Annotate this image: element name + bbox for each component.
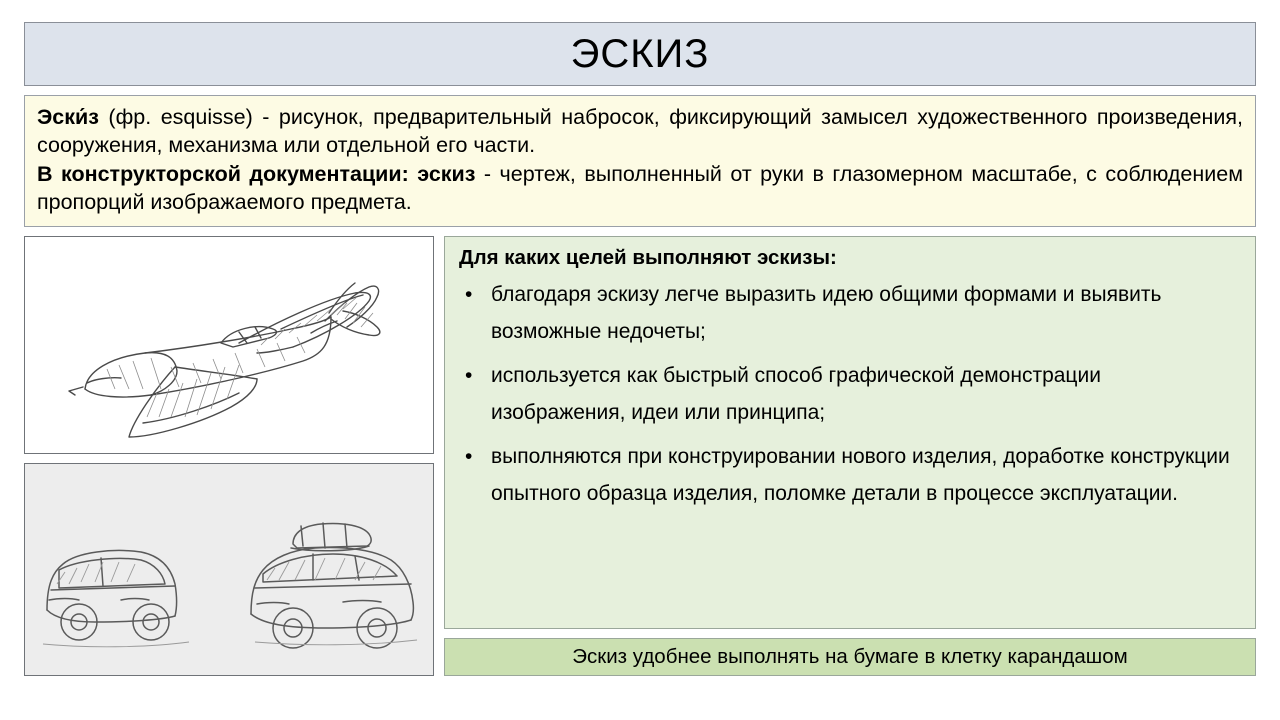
definition-text-1: (фр. esquisse) - рисунок, предварительный набросок, фиксирующий замысел художественного произведения, сооружения, механизма или отдельной его части. — [37, 105, 1243, 157]
bullet-icon: • — [465, 444, 473, 468]
definition-term-2: В конструкторской документации: эскиз — [37, 162, 476, 187]
list-item — [459, 438, 1241, 513]
purpose-list — [459, 276, 1241, 512]
plane-sketch-svg — [25, 237, 433, 453]
list-item — [459, 357, 1241, 432]
definition-text-2: - чертеж, выполненный от руки в глазомерном масштабе, с соблюдением пропорций изображаемого предмета. — [37, 162, 1244, 214]
list-item — [459, 276, 1241, 351]
slide-title-bar — [24, 22, 1256, 86]
plane-sketch-image — [24, 236, 434, 454]
definition-box — [24, 95, 1256, 227]
footer-note-text: Эскиз удобнее выполнять на бумаге в клетку карандашом — [572, 645, 1128, 669]
cars-sketch-svg — [25, 464, 433, 675]
purpose-column — [444, 236, 1256, 676]
images-column — [24, 236, 434, 676]
list-item-text: благодаря эскизу легче выразить идею общими формами и выявить возможные недочеты; — [491, 283, 1162, 344]
content-area — [24, 236, 1256, 676]
page-title: ЭСКИЗ — [570, 31, 710, 76]
footer-note-box — [444, 638, 1256, 676]
list-item-text: выполняются при конструировании нового изделия, доработке конструкции опытного образца изделия, поломке детали в процессе эксплуатации. — [491, 444, 1230, 505]
bullet-icon: • — [465, 363, 473, 387]
definition-paragraph-2 — [37, 161, 1243, 216]
purpose-box — [444, 236, 1256, 629]
purpose-heading: Для каких целей выполняют эскизы: — [459, 246, 837, 270]
cars-sketch-image — [24, 463, 434, 676]
definition-term-1: Эски́з — [37, 105, 99, 129]
list-item-text: используется как быстрый способ графической демонстрации изображения, идеи или принципа; — [491, 363, 1101, 425]
definition-paragraph-1 — [37, 104, 1243, 159]
bullet-icon: • — [465, 283, 473, 307]
